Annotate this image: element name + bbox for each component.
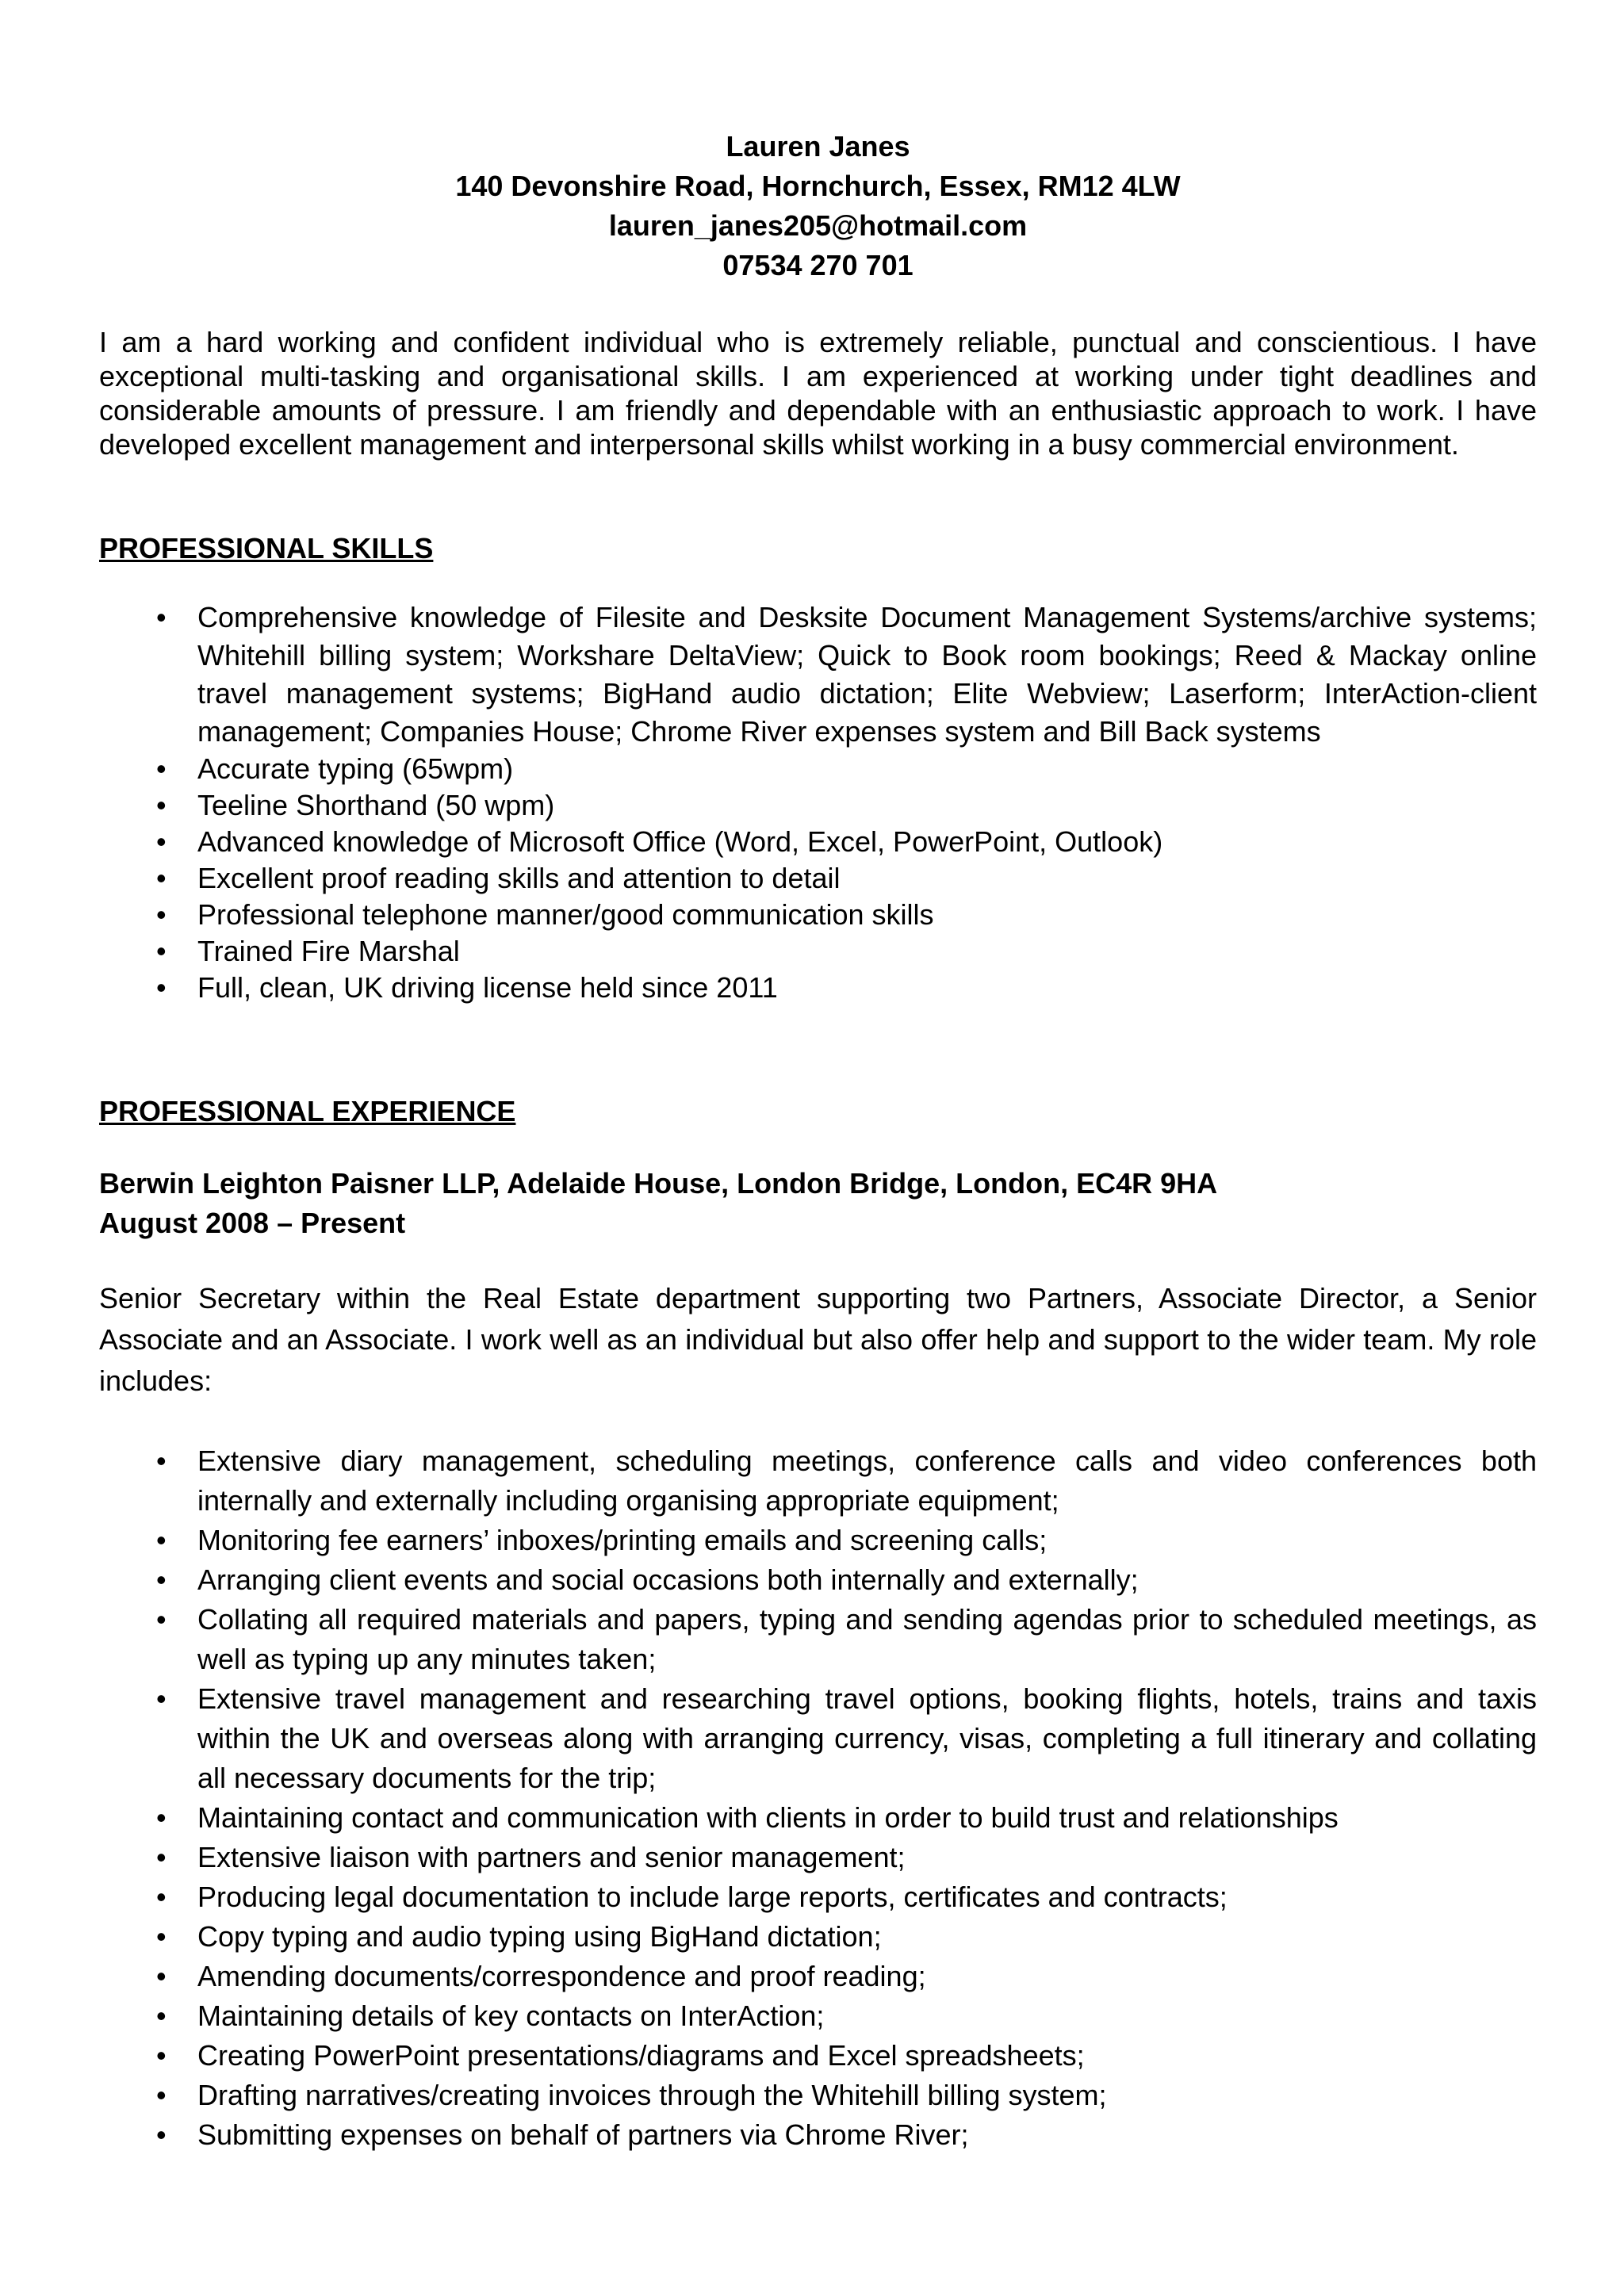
skill-item: • Comprehensive knowledge of Filesite and Desksite Document Management Systems/archive systems; Whitehill billing system; Workshare DeltaView; Quick to Book room bookings; Reed & Mackay online travel management systems; BigHand audio dictation; Elite Webview; Laserform; InterAction-client management; Companies House; Chrome River expenses system and Bill Back systems	[99, 599, 1537, 751]
skill-item: • Full, clean, UK driving license held since 2011	[99, 970, 1537, 1006]
contact-header	[99, 127, 1537, 285]
duty-item: • Copy typing and audio typing using BigHand dictation;	[99, 1917, 1537, 1957]
experience-heading: PROFESSIONAL EXPERIENCE	[99, 1095, 516, 1127]
skill-item: • Professional telephone manner/good communication skills	[99, 897, 1537, 933]
skill-item: • Accurate typing (65wpm)	[99, 751, 1537, 787]
employment-period: August 2008 – Present	[99, 1207, 406, 1239]
duty-item: • Submitting expenses on behalf of partners via Chrome River;	[99, 2115, 1537, 2155]
employer-name: Berwin Leighton Paisner LLP, Adelaide House, London Bridge, London, EC4R 9HA	[99, 1167, 1218, 1200]
cv-page	[99, 0, 1537, 2296]
candidate-address: 140 Devonshire Road, Hornchurch, Essex, RM12 4LW	[455, 170, 1181, 202]
duty-item: • Monitoring fee earners’ inboxes/printing emails and screening calls;	[99, 1521, 1537, 1560]
duty-item: • Maintaining contact and communication with clients in order to build trust and relationships	[99, 1798, 1537, 1838]
duties-list	[99, 1441, 1537, 2155]
personal-summary: I am a hard working and confident individual who is extremely reliable, punctual and conscientious. I have exceptional multi-tasking and organisational skills. I am experienced at working under tight deadlines and considerable amounts of pressure. I am friendly and dependable with an enthusiastic approach to work. I have developed excellent management and interpersonal skills whilst working in a busy commercial environment.	[99, 326, 1537, 461]
role-description: Senior Secretary within the Real Estate department supporting two Partners, Associate Director, a Senior Associate and an Associate. I work well as an individual but also offer help and support to the wider team. My role includes:	[99, 1282, 1537, 1397]
duty-item: • Extensive liaison with partners and senior management;	[99, 1838, 1537, 1877]
skill-item: • Excellent proof reading skills and attention to detail	[99, 860, 1537, 897]
duty-item: • Producing legal documentation to include large reports, certificates and contracts;	[99, 1877, 1537, 1917]
skills-list	[99, 599, 1537, 1006]
duty-item: • Amending documents/correspondence and proof reading;	[99, 1957, 1537, 1996]
duty-item: • Maintaining details of key contacts on InterAction;	[99, 1996, 1537, 2036]
duty-item: • Arranging client events and social occasions both internally and externally;	[99, 1560, 1537, 1600]
duty-item: • Drafting narratives/creating invoices through the Whitehill billing system;	[99, 2076, 1537, 2115]
duty-item: • Extensive diary management, scheduling meetings, conference calls and video conferences both internally and externally including organising appropriate equipment;	[99, 1441, 1537, 1521]
candidate-name: Lauren Janes	[726, 130, 910, 163]
candidate-phone: 07534 270 701	[722, 249, 914, 281]
skill-item: • Trained Fire Marshal	[99, 933, 1537, 970]
employer-block	[99, 1164, 1217, 1243]
duty-item: • Creating PowerPoint presentations/diagrams and Excel spreadsheets;	[99, 2036, 1537, 2076]
skills-heading: PROFESSIONAL SKILLS	[99, 532, 434, 564]
duty-item: • Collating all required materials and papers, typing and sending agendas prior to scheduled meetings, as well as typing up any minutes taken;	[99, 1600, 1537, 1679]
skill-item: • Advanced knowledge of Microsoft Office (Word, Excel, PowerPoint, Outlook)	[99, 824, 1537, 860]
candidate-email: lauren_janes205@hotmail.com	[608, 209, 1028, 242]
skill-item: • Teeline Shorthand (50 wpm)	[99, 787, 1537, 824]
duty-item: • Extensive travel management and researching travel options, booking flights, hotels, trains and taxis within the UK and overseas along with arranging currency, visas, completing a full itinerary and collating all necessary documents for the trip;	[99, 1679, 1537, 1798]
